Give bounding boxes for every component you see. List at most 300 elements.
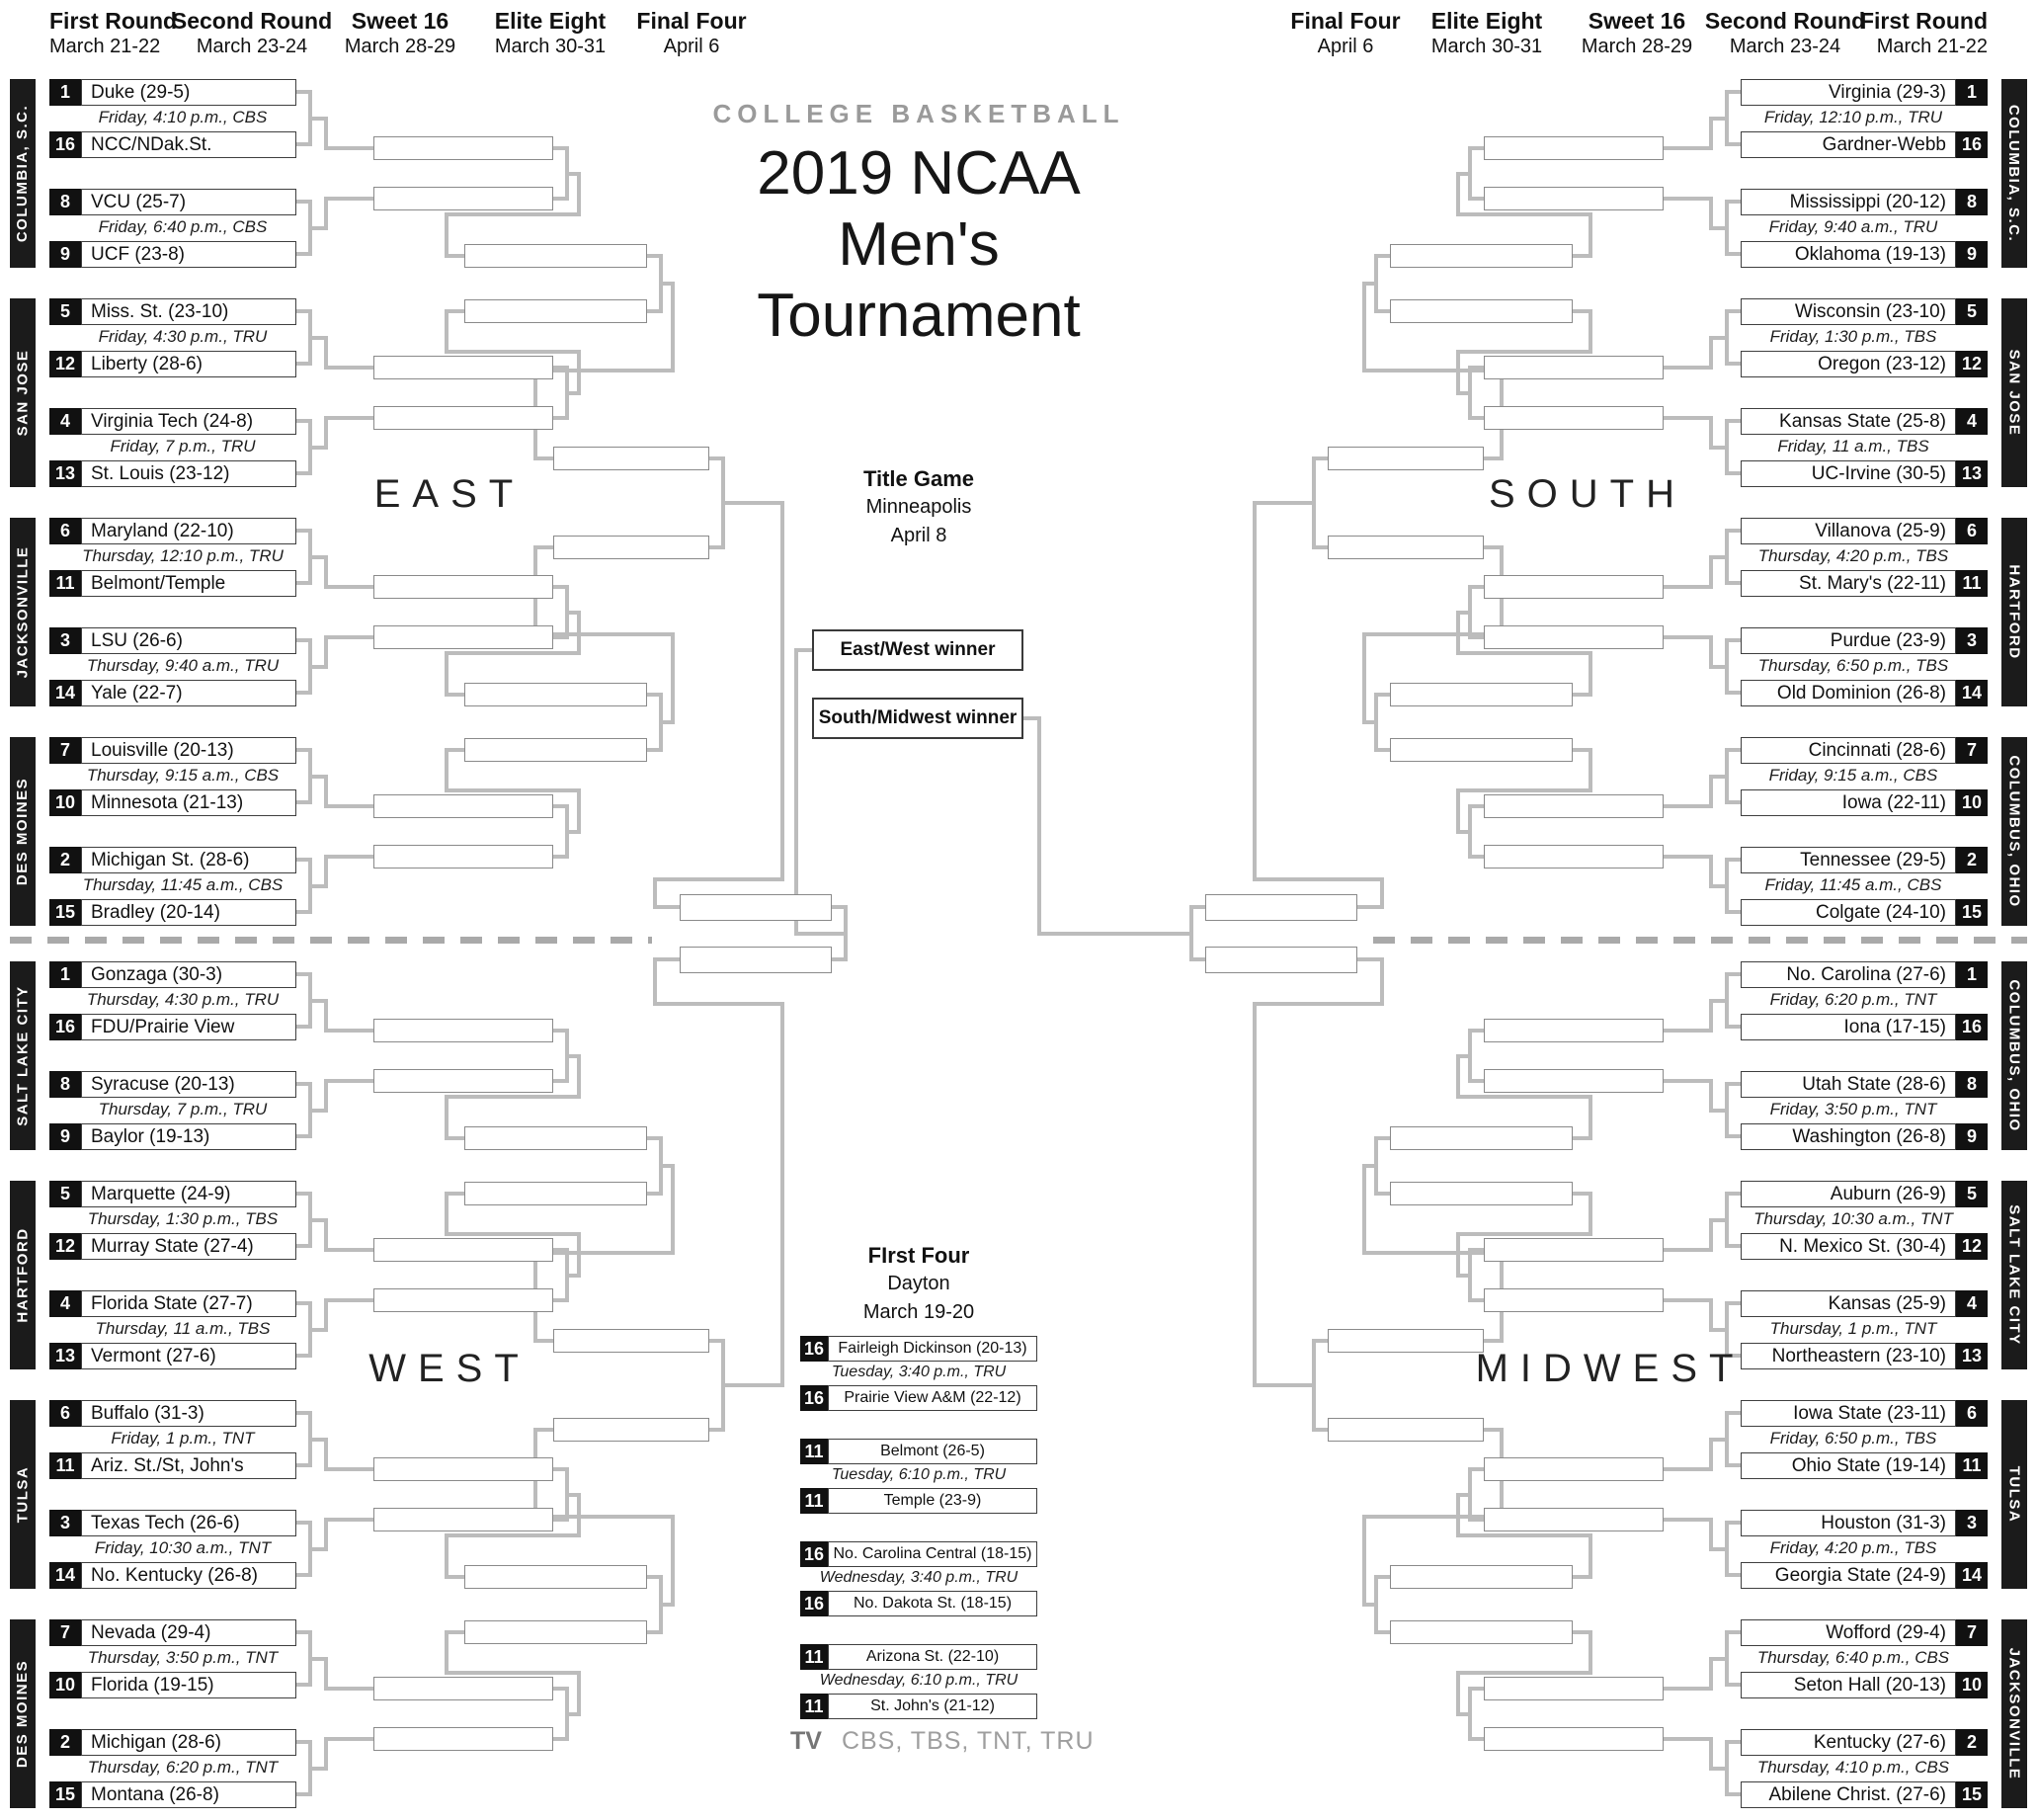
team-box: Liberty (28-6) xyxy=(81,351,296,377)
title-game-heading xyxy=(771,464,1067,550)
winner-slot xyxy=(464,1126,647,1150)
seed-badge: 9 xyxy=(49,241,81,268)
seed-badge: 12 xyxy=(49,1233,81,1260)
team-box: Miss. St. (23-10) xyxy=(81,298,296,325)
connector-line xyxy=(324,117,328,150)
round-dates: March 28-29 xyxy=(1581,36,1693,57)
game-schedule: Thursday, 10:30 a.m., TNT xyxy=(1753,1209,1953,1228)
connector-line xyxy=(533,1428,555,1432)
winner-slot xyxy=(1390,738,1573,762)
team-box: UCF (23-8) xyxy=(81,241,296,268)
connector-line xyxy=(324,1737,328,1771)
championship-slot-south-midwest: South/Midwest winner xyxy=(812,698,1023,739)
connector-line xyxy=(794,932,848,936)
first-four-team-box: Prairie View A&M (22-12) xyxy=(828,1385,1037,1411)
seed-badge: 14 xyxy=(1956,1562,1988,1589)
connector-line xyxy=(324,197,375,201)
seed-badge: 14 xyxy=(49,1562,81,1589)
connector-line xyxy=(1456,1533,1592,1537)
winner-slot xyxy=(464,1182,647,1205)
team-box: Virginia (29-3) xyxy=(1741,79,1956,106)
winner-slot xyxy=(373,625,553,649)
connector-line xyxy=(1662,1079,1713,1083)
winner-slot xyxy=(464,244,647,268)
game-schedule: Thursday, 6:50 p.m., TBS xyxy=(1757,656,1949,675)
team-box: Wisconsin (23-10) xyxy=(1741,298,1956,325)
connector-line xyxy=(1709,999,1713,1033)
connector-line xyxy=(1662,1737,1713,1741)
winner-slot xyxy=(373,187,553,210)
connector-line xyxy=(671,632,675,723)
first-four-team-box: Belmont (26-5) xyxy=(828,1439,1037,1464)
team-box: NCC/NDak.St. xyxy=(81,131,296,158)
round-dates: March 23-24 xyxy=(196,36,308,57)
connector-line xyxy=(1662,366,1713,370)
connector-line xyxy=(324,416,375,420)
winner-slot xyxy=(553,536,709,559)
round-header: Sweet 16 xyxy=(351,8,449,34)
team-box: Nevada (29-4) xyxy=(81,1619,296,1646)
title-line: Tournament xyxy=(757,282,1081,350)
seed-badge: 16 xyxy=(49,1014,81,1040)
winner-slot xyxy=(373,1727,553,1751)
team-box: Abilene Christ. (27-6) xyxy=(1741,1781,1956,1808)
round-dates: March 28-29 xyxy=(344,36,456,57)
final-four-slot xyxy=(680,947,832,973)
city-label: HARTFORD xyxy=(2005,564,2023,660)
championship-slot-east-west: East/West winner xyxy=(812,629,1023,671)
game-schedule: Thursday, 9:15 a.m., CBS xyxy=(86,766,280,785)
first-four-dates: March 19-20 xyxy=(862,1301,975,1323)
first-four-team-box: Fairleigh Dickinson (20-13) xyxy=(828,1336,1037,1362)
connector-line xyxy=(445,693,466,697)
game-schedule: Thursday, 6:20 p.m., TNT xyxy=(87,1758,279,1777)
seed-badge: 3 xyxy=(49,1510,81,1536)
game-schedule: Friday, 6:50 p.m., TBS xyxy=(1769,1429,1937,1448)
connector-line xyxy=(1662,197,1713,201)
connector-line xyxy=(533,632,675,636)
winner-slot xyxy=(1390,1182,1573,1205)
seed-badge: 8 xyxy=(1956,1071,1988,1098)
team-box: No. Carolina (27-6) xyxy=(1741,961,1956,988)
winner-slot xyxy=(373,1457,553,1481)
seed-badge: 16 xyxy=(49,131,81,158)
seed-badge: 1 xyxy=(49,79,81,106)
city-label-bar xyxy=(10,961,36,1150)
team-box: Northeastern (23-10) xyxy=(1741,1343,1956,1369)
game-schedule: Thursday, 1:30 p.m., TBS xyxy=(87,1209,279,1228)
connector-line xyxy=(1456,788,1592,792)
connector-line xyxy=(653,957,657,1006)
winner-slot xyxy=(1484,1019,1664,1042)
connector-line xyxy=(1456,1671,1592,1675)
team-box: Gardner-Webb xyxy=(1741,131,1956,158)
team-box: Iona (17-15) xyxy=(1741,1014,1956,1040)
connector-line xyxy=(1709,117,1713,150)
seed-badge: 16 xyxy=(1956,1014,1988,1040)
city-label: DES MOINES xyxy=(14,777,32,886)
connector-line xyxy=(324,1518,375,1522)
title-line: 2019 NCAA xyxy=(757,139,1081,207)
title-game-date: April 8 xyxy=(890,525,947,546)
connector-line xyxy=(324,1518,328,1551)
seed-badge: 12 xyxy=(49,351,81,377)
game-schedule: Friday, 3:50 p.m., TNT xyxy=(1769,1100,1937,1118)
city-label-bar xyxy=(2001,518,2027,706)
team-box: Michigan St. (28-6) xyxy=(81,847,296,873)
connector-line xyxy=(1571,1575,1592,1579)
connector-line xyxy=(1709,197,1713,230)
connector-line xyxy=(445,254,466,258)
city-label: TULSA xyxy=(2005,1465,2023,1524)
team-box: Florida State (27-7) xyxy=(81,1290,296,1317)
game-schedule: Thursday, 4:20 p.m., TBS xyxy=(1757,546,1949,565)
winner-slot xyxy=(373,1508,553,1531)
winner-slot xyxy=(1484,1457,1664,1481)
winner-slot xyxy=(1484,1727,1664,1751)
team-box: Old Dominion (26-8) xyxy=(1741,680,1956,706)
connector-line xyxy=(1456,651,1592,655)
seed-badge: 7 xyxy=(1956,737,1988,764)
connector-line xyxy=(445,212,448,258)
connector-line xyxy=(1662,635,1713,639)
winner-slot xyxy=(1484,406,1664,430)
connector-line xyxy=(533,369,675,372)
connector-line xyxy=(577,1054,581,1100)
connector-line xyxy=(445,1575,466,1579)
seed-badge: 9 xyxy=(1956,1123,1988,1150)
seed-badge: 13 xyxy=(1956,1343,1988,1369)
connector-line xyxy=(1662,146,1713,150)
connector-line xyxy=(1709,1518,1713,1551)
round-header: First Round xyxy=(49,8,178,34)
connector-line xyxy=(1589,651,1592,697)
first-four-team-box: No. Carolina Central (18-15) xyxy=(828,1541,1037,1567)
game-schedule: Thursday, 12:10 p.m., TRU xyxy=(82,546,284,565)
team-box: Syracuse (20-13) xyxy=(81,1071,296,1098)
connector-line xyxy=(1456,1232,1592,1236)
team-box: Michigan (28-6) xyxy=(81,1729,296,1756)
first-four-team-box: No. Dakota St. (18-15) xyxy=(828,1591,1037,1616)
seed-badge: 11 xyxy=(49,1452,81,1479)
connector-line xyxy=(445,212,581,216)
team-box: Oregon (23-12) xyxy=(1741,351,1956,377)
round-header: Second Round xyxy=(171,8,333,34)
city-label-bar xyxy=(2001,79,2027,268)
winner-slot xyxy=(1484,1069,1664,1093)
seed-badge: 10 xyxy=(1956,1672,1988,1698)
winner-slot xyxy=(1484,1288,1664,1312)
connector-line xyxy=(1456,1054,1460,1100)
city-label: SAN JOSE xyxy=(2005,349,2023,437)
seed-badge: 13 xyxy=(1956,460,1988,487)
connector-line xyxy=(1709,635,1713,669)
round-dates: March 23-24 xyxy=(1729,36,1841,57)
winner-slot xyxy=(1484,187,1664,210)
seed-badge: 5 xyxy=(49,1181,81,1207)
seed-badge: 14 xyxy=(1956,680,1988,706)
connector-line xyxy=(324,804,375,808)
title-game-label: Title Game xyxy=(862,466,975,491)
connector-line xyxy=(1709,1657,1713,1691)
seed-badge: 4 xyxy=(49,1290,81,1317)
city-label-bar xyxy=(2001,961,2027,1150)
team-box: Utah State (28-6) xyxy=(1741,1071,1956,1098)
city-label: SALT LAKE CITY xyxy=(14,985,32,1126)
connector-line xyxy=(324,1657,328,1691)
connector-line xyxy=(324,336,328,370)
team-box: Buffalo (31-3) xyxy=(81,1400,296,1427)
game-schedule: Thursday, 9:40 a.m., TRU xyxy=(86,656,280,675)
winner-slot xyxy=(1390,1565,1573,1589)
connector-line xyxy=(445,651,448,697)
team-box: N. Mexico St. (30-4) xyxy=(1741,1233,1956,1260)
connector-line xyxy=(1456,350,1592,354)
final-four-slot xyxy=(680,894,832,921)
team-box: Marquette (24-9) xyxy=(81,1181,296,1207)
first-four-team-box: Temple (23-9) xyxy=(828,1488,1037,1514)
team-box: Mississippi (20-12) xyxy=(1741,189,1956,215)
connector-line xyxy=(1362,282,1366,373)
seed-badge: 11 xyxy=(800,1439,828,1464)
seed-badge: 16 xyxy=(800,1541,828,1567)
city-label: JACKSONVILLE xyxy=(2005,1647,2023,1780)
connector-line xyxy=(577,788,581,834)
round-header: Second Round xyxy=(1704,8,1866,34)
city-label: COLUMBUS, OHIO xyxy=(2005,979,2023,1132)
connector-line xyxy=(794,648,814,652)
winner-slot xyxy=(373,1677,553,1700)
winner-slot xyxy=(1484,625,1664,649)
kicker: COLLEGE BASKETBALL xyxy=(712,99,1125,128)
game-schedule: Friday, 7 p.m., TRU xyxy=(110,437,256,455)
winner-slot xyxy=(1484,356,1664,379)
team-box: Maryland (22-10) xyxy=(81,518,296,544)
round-dates: April 6 xyxy=(663,36,720,57)
connector-line xyxy=(1589,309,1592,355)
team-box: Georgia State (24-9) xyxy=(1741,1562,1956,1589)
seed-badge: 11 xyxy=(1956,1452,1988,1479)
connector-line xyxy=(1589,1095,1592,1140)
tv-listing xyxy=(790,1727,1095,1756)
round-header: Elite Eight xyxy=(1430,8,1543,34)
connector-line xyxy=(577,172,581,217)
game-schedule: Thursday, 4:30 p.m., TRU xyxy=(86,990,280,1009)
game-schedule: Friday, 6:40 p.m., CBS xyxy=(98,217,268,236)
connector-line xyxy=(1571,748,1592,752)
connector-line xyxy=(1709,855,1713,888)
seed-badge: 15 xyxy=(49,899,81,926)
game-schedule: Thursday, 11 a.m., TBS xyxy=(95,1319,271,1338)
seed-badge: 1 xyxy=(49,961,81,988)
connector-line xyxy=(324,1737,375,1741)
winner-slot xyxy=(373,1238,553,1262)
city-label: SALT LAKE CITY xyxy=(2005,1204,2023,1346)
connector-line xyxy=(324,1029,375,1033)
team-box: VCU (25-7) xyxy=(81,189,296,215)
city-label-bar xyxy=(10,1181,36,1369)
team-box: Ohio State (19-14) xyxy=(1741,1452,1956,1479)
round-header: First Round xyxy=(1859,8,1988,34)
team-box: Belmont/Temple xyxy=(81,570,296,597)
team-box: Baylor (19-13) xyxy=(81,1123,296,1150)
city-label-bar xyxy=(10,518,36,706)
seed-badge: 16 xyxy=(800,1385,828,1411)
winner-slot xyxy=(553,1418,709,1442)
connector-line xyxy=(1662,1467,1713,1471)
connector-line xyxy=(1456,1671,1460,1716)
team-box: Colgate (24-10) xyxy=(1741,899,1956,926)
connector-line xyxy=(1571,254,1592,258)
team-box: FDU/Prairie View xyxy=(81,1014,296,1040)
team-box: Kentucky (27-6) xyxy=(1741,1729,1956,1756)
connector-line xyxy=(445,1095,448,1140)
city-label-bar xyxy=(2001,1619,2027,1808)
winner-slot xyxy=(1328,536,1484,559)
connector-line xyxy=(1571,693,1592,697)
team-box: Seton Hall (20-13) xyxy=(1741,1672,1956,1698)
team-box: Cincinnati (28-6) xyxy=(1741,737,1956,764)
connector-line xyxy=(1571,309,1592,313)
seed-badge: 1 xyxy=(1956,79,1988,106)
connector-line xyxy=(324,555,328,589)
connector-line xyxy=(445,651,581,655)
connector-line xyxy=(324,1687,375,1691)
winner-slot xyxy=(1390,299,1573,323)
game-schedule: Thursday, 1 p.m., TNT xyxy=(1769,1319,1937,1338)
seed-badge: 4 xyxy=(1956,1290,1988,1317)
team-box: Minnesota (21-13) xyxy=(81,789,296,816)
connector-line xyxy=(445,1136,466,1140)
tv-label: TV xyxy=(790,1727,822,1755)
connector-line xyxy=(1362,1164,1366,1256)
connector-line xyxy=(1709,1298,1713,1332)
city-label: COLUMBIA, S.C. xyxy=(2005,104,2023,243)
connector-line xyxy=(721,1383,784,1387)
connector-line xyxy=(1253,1002,1384,1006)
winner-slot xyxy=(373,794,553,818)
city-label: HARTFORD xyxy=(14,1227,32,1323)
seed-badge: 9 xyxy=(49,1123,81,1150)
connector-line xyxy=(445,350,581,354)
seed-badge: 15 xyxy=(1956,899,1988,926)
team-box: UC-Irvine (30-5) xyxy=(1741,460,1956,487)
team-box: Virginia Tech (24-8) xyxy=(81,408,296,435)
team-box: St. Louis (23-12) xyxy=(81,460,296,487)
connector-line xyxy=(780,1002,784,1387)
round-dates: March 30-31 xyxy=(1430,36,1543,57)
connector-line xyxy=(1709,336,1713,370)
connector-line xyxy=(324,1079,375,1083)
connector-line xyxy=(1362,369,1504,372)
connector-line xyxy=(1482,1339,1504,1343)
team-box: Auburn (26-9) xyxy=(1741,1181,1956,1207)
connector-line xyxy=(1253,1383,1316,1387)
connector-line xyxy=(1709,1438,1713,1471)
team-box: Iowa State (23-11) xyxy=(1741,1400,1956,1427)
team-box: Montana (26-8) xyxy=(81,1781,296,1808)
team-box: Duke (29-5) xyxy=(81,79,296,106)
seed-badge: 4 xyxy=(49,408,81,435)
winner-slot xyxy=(1390,1126,1573,1150)
connector-line xyxy=(1662,1518,1713,1522)
round-header: Elite Eight xyxy=(494,8,607,34)
connector-line xyxy=(533,545,555,549)
seed-badge: 7 xyxy=(49,1619,81,1646)
connector-line xyxy=(1253,1002,1257,1387)
winner-slot xyxy=(464,1565,647,1589)
connector-line xyxy=(1362,632,1366,723)
connector-line xyxy=(1482,545,1504,549)
city-label-bar xyxy=(10,79,36,268)
connector-line xyxy=(324,775,328,808)
game-schedule: Friday, 10:30 a.m., TNT xyxy=(94,1538,272,1557)
team-box: Houston (31-3) xyxy=(1741,1510,1956,1536)
connector-line xyxy=(1021,716,1041,720)
connector-line xyxy=(1253,877,1384,881)
dashed-separator xyxy=(10,937,652,944)
seed-badge: 3 xyxy=(1956,1510,1988,1536)
connector-line xyxy=(1709,1737,1713,1771)
connector-line xyxy=(1662,1029,1713,1033)
winner-slot xyxy=(1328,447,1484,470)
team-box: Washington (26-8) xyxy=(1741,1123,1956,1150)
round-dates: March 21-22 xyxy=(49,36,161,57)
connector-line xyxy=(1037,716,1041,936)
team-box: Purdue (23-9) xyxy=(1741,627,1956,654)
winner-slot xyxy=(1484,1508,1664,1531)
connector-line xyxy=(1662,585,1713,589)
seed-badge: 11 xyxy=(800,1694,828,1719)
seed-badge: 2 xyxy=(1956,1729,1988,1756)
connector-line xyxy=(653,905,682,909)
region-label-south: SOUTH xyxy=(1489,472,1686,516)
team-box: Gonzaga (30-3) xyxy=(81,961,296,988)
connector-line xyxy=(445,1630,448,1676)
city-label: DES MOINES xyxy=(14,1659,32,1769)
connector-line xyxy=(1362,632,1504,636)
connector-line xyxy=(1456,788,1460,834)
winner-slot xyxy=(1484,575,1664,599)
winner-slot xyxy=(373,575,553,599)
seed-badge: 14 xyxy=(49,680,81,706)
winner-slot xyxy=(553,447,709,470)
seed-badge: 13 xyxy=(49,1343,81,1369)
seed-badge: 10 xyxy=(1956,789,1988,816)
first-four-label: FIrst Four xyxy=(867,1243,970,1268)
connector-line xyxy=(1571,1630,1592,1634)
winner-slot xyxy=(1390,683,1573,706)
connector-line xyxy=(445,309,466,313)
connector-line xyxy=(1380,957,1384,1006)
game-schedule: Tuesday, 6:10 p.m., TRU xyxy=(831,1466,1007,1483)
winner-slot xyxy=(1390,244,1573,268)
title-game-city: Minneapolis xyxy=(865,496,972,518)
connector-line xyxy=(1709,1218,1713,1252)
seed-badge: 3 xyxy=(1956,627,1988,654)
connector-line xyxy=(1589,1533,1592,1579)
seed-badge: 6 xyxy=(49,1400,81,1427)
connector-line xyxy=(1482,456,1504,460)
connector-line xyxy=(1362,1251,1504,1255)
team-box: LSU (26-6) xyxy=(81,627,296,654)
connector-line xyxy=(1589,1630,1592,1676)
connector-line xyxy=(324,416,328,450)
connector-line xyxy=(653,1002,784,1006)
connector-line xyxy=(324,1218,328,1252)
connector-line xyxy=(533,456,555,460)
connector-line xyxy=(445,788,581,792)
